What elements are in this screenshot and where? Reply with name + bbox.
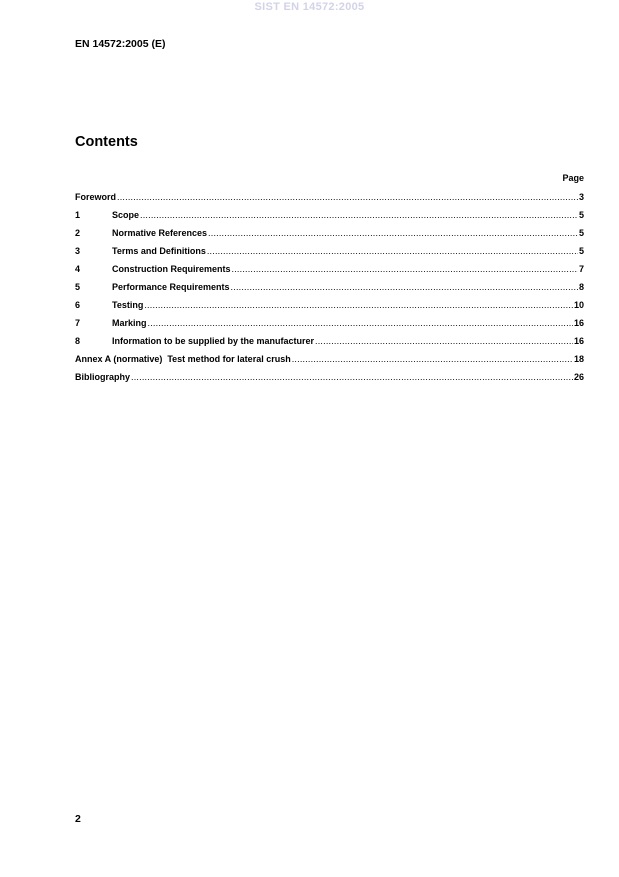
toc-entry-page: 5 [578,246,584,256]
toc-entry-page: 5 [578,210,584,220]
toc-entry-number: 4 [75,264,81,274]
toc-entry-number: 6 [75,300,81,310]
toc-entry-number: 1 [75,210,81,220]
document-id: EN 14572:2005 (E) [75,38,166,50]
toc-entry-title: Testing [112,300,144,310]
toc-entry-scope[interactable] [75,209,584,227]
toc-entry-bibliography[interactable] [75,371,584,389]
toc-leader-dots [232,263,578,275]
toc-entry-information-supplied[interactable] [75,335,584,353]
toc-entry-marking[interactable] [75,317,584,335]
toc-leader-dots [292,353,573,365]
toc-leader-dots [315,335,573,347]
toc-entry-title: Marking [112,318,147,328]
toc-entry-page: 16 [573,318,584,328]
toc-entry-annex-a[interactable] [75,353,584,371]
toc-leader-dots [144,299,573,311]
toc-entry-number: 5 [75,282,81,292]
toc-entry-construction-requirements[interactable] [75,263,584,281]
toc-entry-number: 8 [75,336,81,346]
toc-entry-page: 7 [578,264,584,274]
toc-entry-title: Scope [112,210,140,220]
toc-leader-dots [140,209,578,221]
toc-entry-page: 18 [573,354,584,364]
toc-entry-title: Normative References [112,228,208,238]
toc-entry-page: 16 [573,336,584,346]
page-column-label: Page [562,173,584,183]
toc-leader-dots [231,281,578,293]
toc-entry-number: 2 [75,228,81,238]
toc-entry-title: Foreword [75,192,117,202]
toc-entry-page: 5 [578,228,584,238]
toc-entry-page: 3 [578,192,584,202]
watermark: SIST EN 14572:2005 [254,1,365,13]
contents-title: Contents [75,134,138,150]
toc-entry-page: 8 [578,282,584,292]
toc-entry-terms-and-definitions[interactable] [75,245,584,263]
toc-leader-dots [207,245,578,257]
toc-entry-foreword[interactable] [75,191,584,209]
toc-entry-title: Performance Requirements [112,282,230,292]
toc-entry-performance-requirements[interactable] [75,281,584,299]
toc-entry-title: Information to be supplied by the manufacturer [112,336,315,346]
toc-leader-dots [117,191,578,203]
toc-leader-dots [148,317,573,329]
toc-entry-normative-references[interactable] [75,227,584,245]
toc-leader-dots [208,227,578,239]
toc-leader-dots [131,371,573,383]
toc-entry-title: Bibliography [75,372,131,382]
toc-entry-title: Annex A (normative) Test method for lateral crush [75,354,291,364]
toc-entry-testing[interactable] [75,299,584,317]
table-of-contents [75,191,584,389]
toc-entry-page: 10 [573,300,584,310]
toc-entry-title: Terms and Definitions [112,246,206,256]
toc-entry-number: 3 [75,246,81,256]
toc-entry-page: 26 [573,372,584,382]
toc-entry-number: 7 [75,318,81,328]
toc-entry-title: Construction Requirements [112,264,231,274]
page-number: 2 [75,813,81,825]
